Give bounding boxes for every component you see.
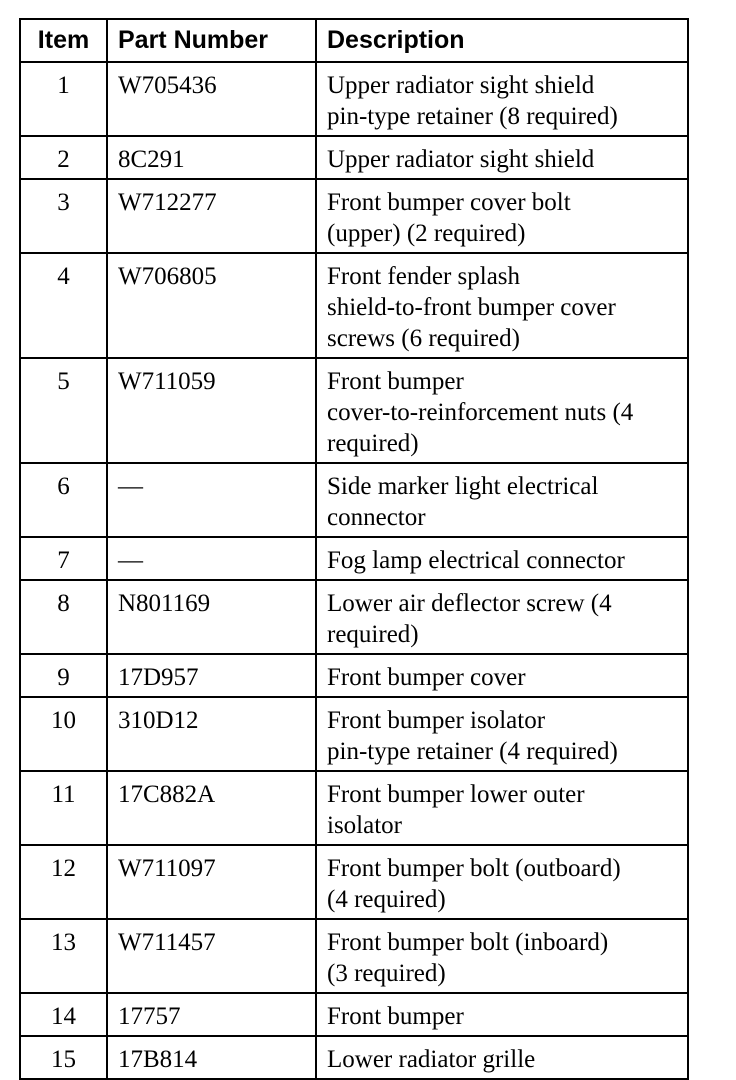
description: Front bumper bolt (outboard) (4 required) xyxy=(316,845,688,919)
header-part-number: Part Number xyxy=(107,19,316,62)
table-row xyxy=(20,1036,688,1079)
part-number: W712277 xyxy=(107,179,316,253)
part-number: W711097 xyxy=(107,845,316,919)
table-row xyxy=(20,62,688,136)
parts-table xyxy=(19,18,689,1080)
header-description: Description xyxy=(316,19,688,62)
item-number: 12 xyxy=(20,845,107,919)
part-number: 8C291 xyxy=(107,136,316,179)
part-number: W711059 xyxy=(107,358,316,463)
item-number: 6 xyxy=(20,463,107,537)
item-number: 5 xyxy=(20,358,107,463)
part-number: W706805 xyxy=(107,253,316,358)
table-row xyxy=(20,358,688,463)
table-row xyxy=(20,136,688,179)
description: Front bumper cover-to-reinforcement nuts (4 required) xyxy=(316,358,688,463)
table-row xyxy=(20,771,688,845)
part-number: W711457 xyxy=(107,919,316,993)
table-row xyxy=(20,253,688,358)
header-row xyxy=(20,19,688,62)
description: Fog lamp electrical connector xyxy=(316,537,688,580)
header-item: Item xyxy=(20,19,107,62)
part-number: 17B814 xyxy=(107,1036,316,1079)
table-row xyxy=(20,179,688,253)
part-number: W705436 xyxy=(107,62,316,136)
part-number: 17757 xyxy=(107,993,316,1036)
description: Front bumper bolt (inboard) (3 required) xyxy=(316,919,688,993)
table-row xyxy=(20,537,688,580)
description: Side marker light electrical connector xyxy=(316,463,688,537)
part-number: — xyxy=(107,537,316,580)
description: Front fender splash shield-to-front bumper cover screws (6 required) xyxy=(316,253,688,358)
item-number: 13 xyxy=(20,919,107,993)
item-number: 2 xyxy=(20,136,107,179)
table-body xyxy=(20,62,688,1079)
part-number: 17D957 xyxy=(107,654,316,697)
item-number: 8 xyxy=(20,580,107,654)
description: Upper radiator sight shield xyxy=(316,136,688,179)
table-row xyxy=(20,463,688,537)
table-header xyxy=(20,19,688,62)
description: Front bumper cover xyxy=(316,654,688,697)
part-number: 310D12 xyxy=(107,697,316,771)
item-number: 9 xyxy=(20,654,107,697)
table-row xyxy=(20,697,688,771)
description: Front bumper lower outer isolator xyxy=(316,771,688,845)
description: Upper radiator sight shield pin-type retainer (8 required) xyxy=(316,62,688,136)
part-number: — xyxy=(107,463,316,537)
item-number: 15 xyxy=(20,1036,107,1079)
item-number: 3 xyxy=(20,179,107,253)
table-row xyxy=(20,845,688,919)
description: Lower air deflector screw (4 required) xyxy=(316,580,688,654)
table-row xyxy=(20,654,688,697)
item-number: 11 xyxy=(20,771,107,845)
part-number: N801169 xyxy=(107,580,316,654)
item-number: 14 xyxy=(20,993,107,1036)
description: Front bumper xyxy=(316,993,688,1036)
description: Front bumper isolator pin-type retainer (4 required) xyxy=(316,697,688,771)
item-number: 1 xyxy=(20,62,107,136)
item-number: 7 xyxy=(20,537,107,580)
item-number: 10 xyxy=(20,697,107,771)
description: Lower radiator grille xyxy=(316,1036,688,1079)
table-row xyxy=(20,993,688,1036)
part-number: 17C882A xyxy=(107,771,316,845)
table-row xyxy=(20,580,688,654)
item-number: 4 xyxy=(20,253,107,358)
description: Front bumper cover bolt (upper) (2 required) xyxy=(316,179,688,253)
table-row xyxy=(20,919,688,993)
